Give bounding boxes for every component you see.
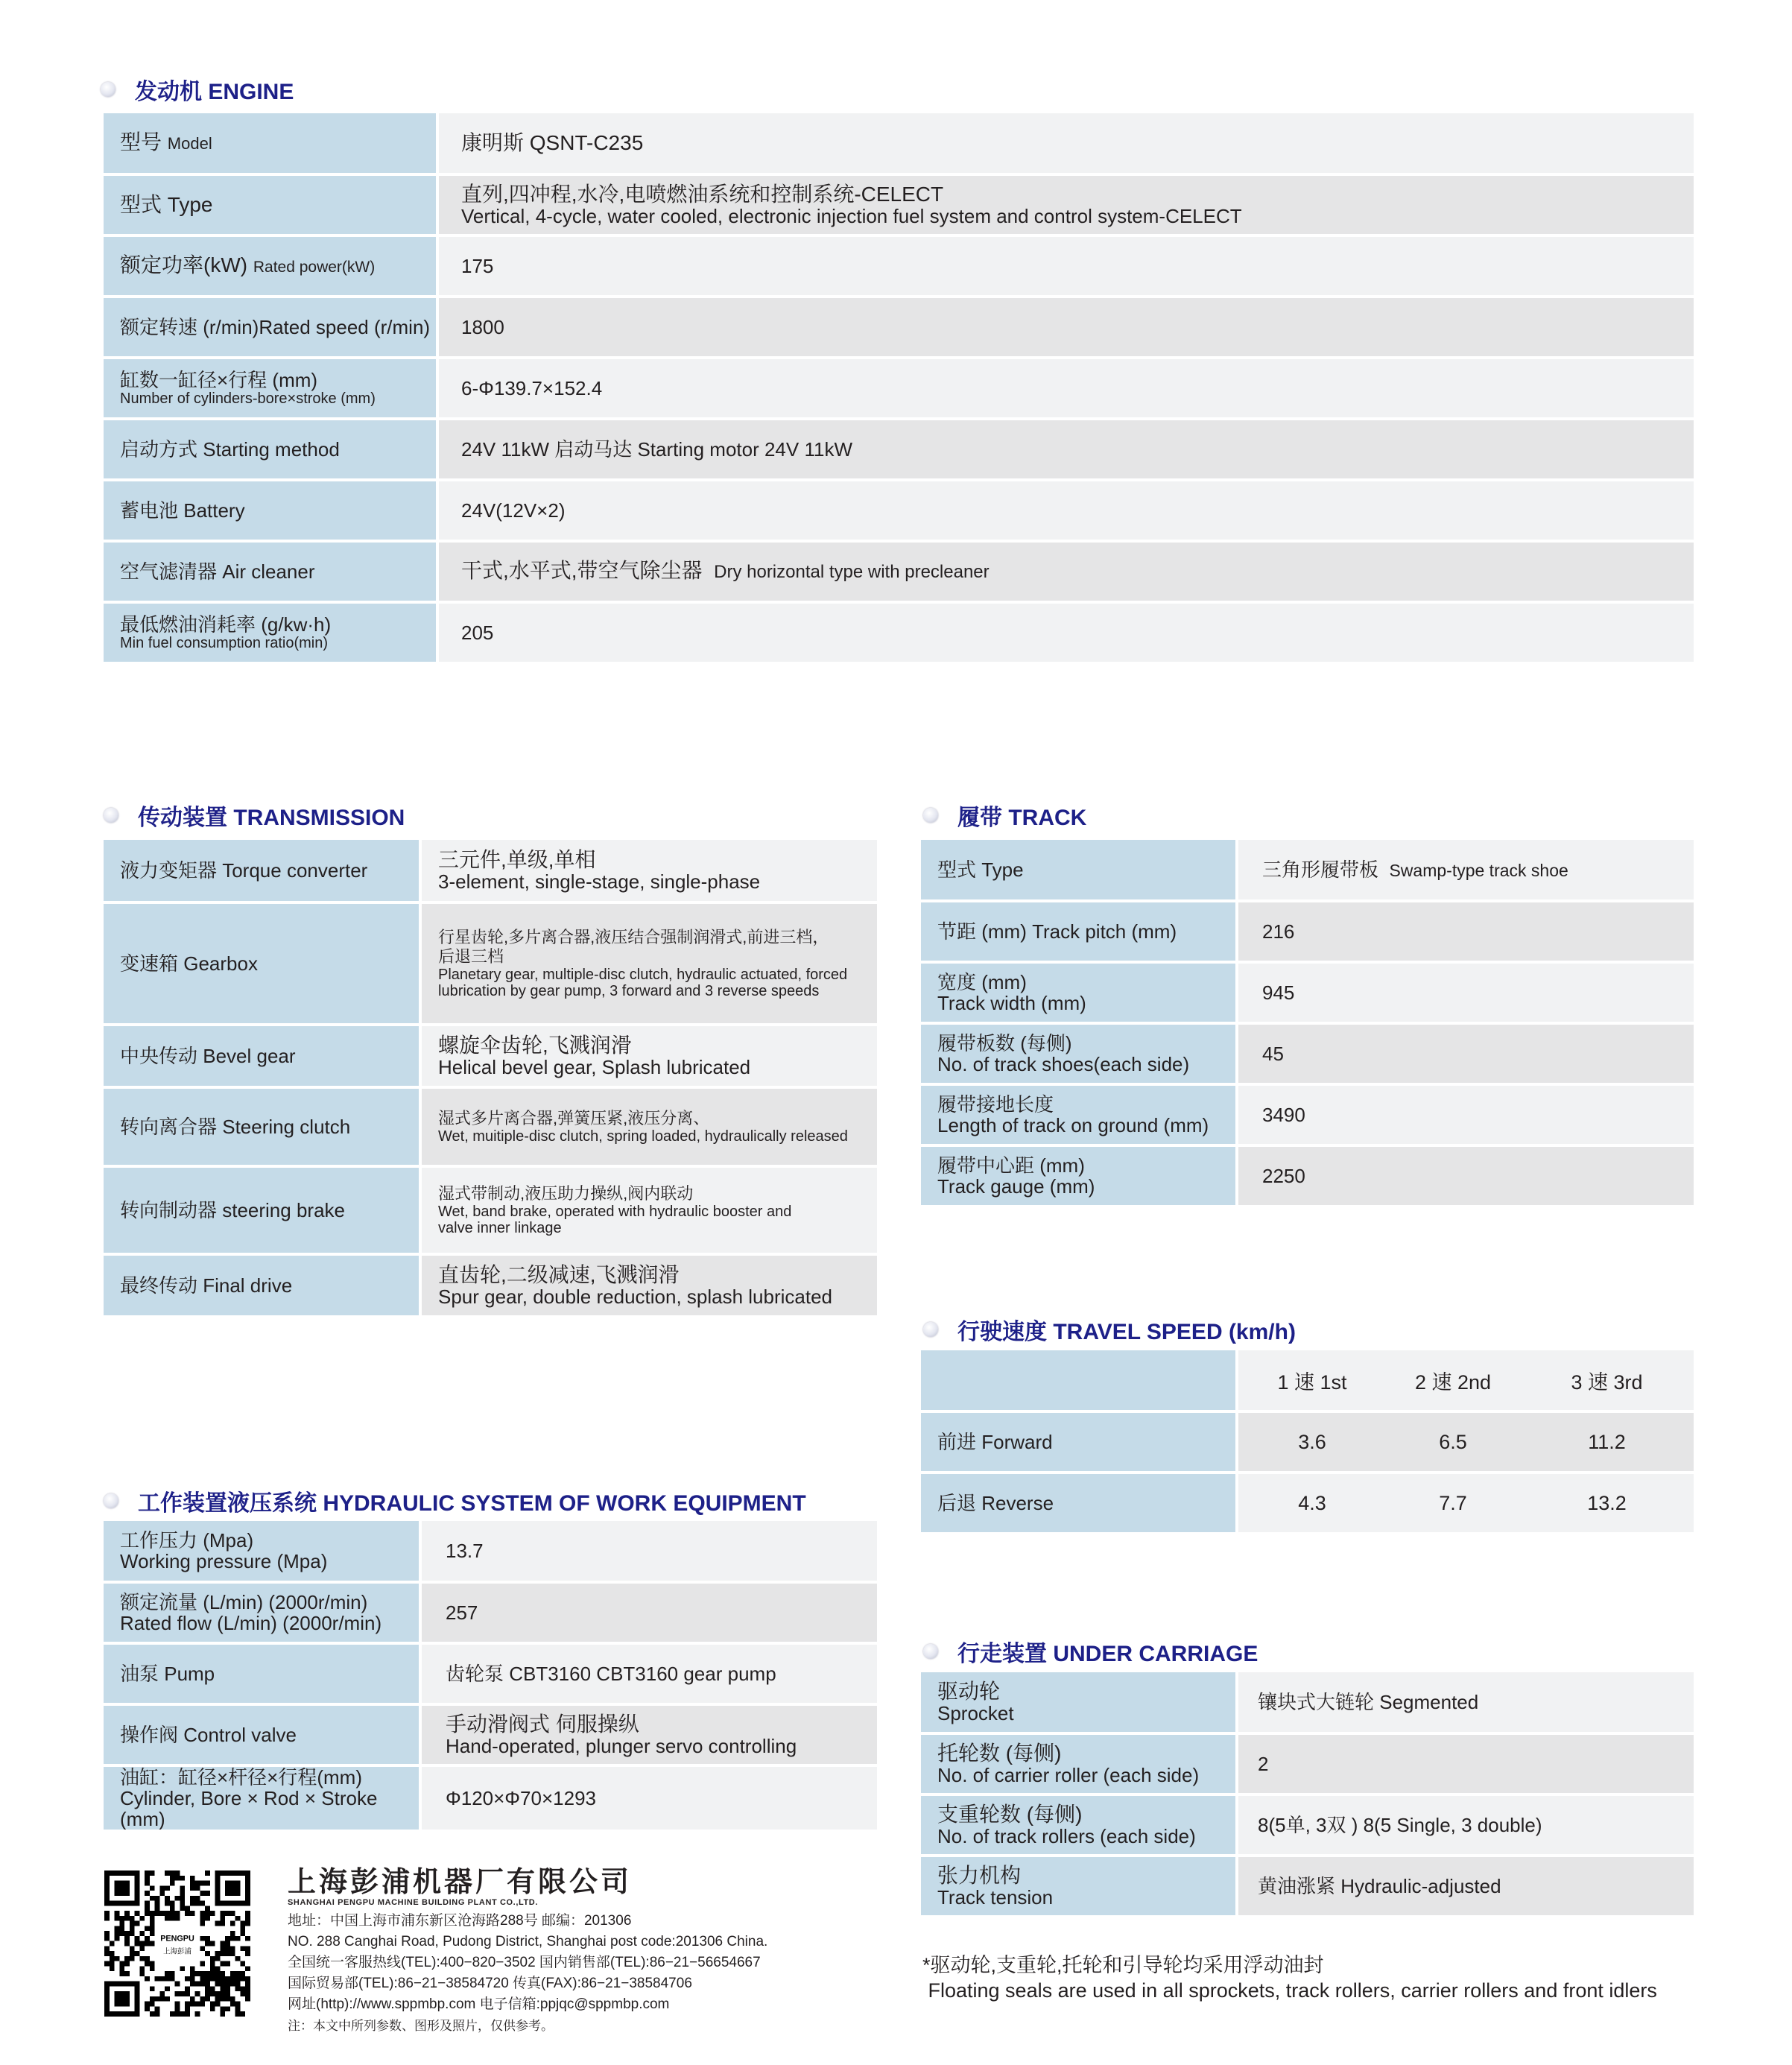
travel-speed-title: 行驶速度 TRAVEL SPEED (km/h) (957, 1320, 1296, 1344)
spec-value: 8(5单, 3双 ) 8(5 Single, 3 double) (1237, 1794, 1694, 1856)
disclaimer: 注：本文中所列参数、图形及照片，仅供参考。 (288, 2019, 554, 2033)
table-row (104, 297, 1694, 358)
bullet-icon (104, 1493, 118, 1508)
spec-value: 45 (1237, 1023, 1694, 1084)
table-row (104, 541, 1694, 602)
spec-value: 945 (1237, 962, 1694, 1023)
corner-cell (921, 1350, 1237, 1411)
table-row (921, 1473, 1694, 1534)
track-table (921, 840, 1694, 1208)
table-row (921, 1672, 1694, 1733)
engine-title: 发动机 ENGINE (135, 80, 294, 104)
table-row (921, 1023, 1694, 1084)
spec-label: 蓄电池 Battery (104, 480, 437, 541)
row-label: 前进 Forward (921, 1411, 1237, 1473)
speed-value: 3.6 (1237, 1411, 1386, 1473)
undercarriage-heading (923, 1635, 1258, 1668)
spec-label: 最低燃油消耗率 (g/kw·h) Min fuel consumption ratio(min) (104, 602, 437, 663)
spec-value: 205 (437, 602, 1694, 663)
spec-value: 24V(12V×2) (437, 480, 1694, 541)
spec-value: 216 (1237, 901, 1694, 962)
travel-speed-table (921, 1350, 1694, 1535)
table-row (104, 1254, 877, 1317)
spec-value: 1800 (437, 297, 1694, 358)
intl-line: 国际贸易部(TEL):86−21−38584720 传真(FAX):86−21−38584706 (288, 1976, 692, 1991)
spec-value: 镶块式大链轮 Segmented (1237, 1672, 1694, 1733)
column-header: 3 速 3rd (1520, 1350, 1694, 1411)
spec-label: 驱动轮 Sprocket (921, 1672, 1237, 1733)
qr-code (104, 1870, 250, 2017)
spec-label: 中央传动 Bevel gear (104, 1025, 420, 1087)
table-row (104, 1765, 877, 1831)
spec-label: 空气滤清器 Air cleaner (104, 541, 437, 602)
row-label: 后退 Reverse (921, 1473, 1237, 1534)
table-row (921, 962, 1694, 1023)
spec-value: 三元件,单级,单相 3-element, single-stage, single-phase (420, 840, 877, 902)
spec-value: 湿式带制动,液压助力操纵,阀内联动 Wet, band brake, operated with hydraulic booster and valve inner linkage (420, 1166, 877, 1254)
transmission-heading (104, 799, 405, 832)
spec-value: 2 (1237, 1733, 1694, 1794)
qr-logo-text-cn: 上海彭浦 (163, 1947, 191, 1956)
footnote-cn: *驱动轮,支重轮,托轮和引导轮均采用浮动油封 (922, 1954, 1324, 1976)
web-line: 网址(http)://www.sppmbp.com 电子信箱:ppjqc@sppmbp.com (288, 1996, 670, 2012)
spec-label: 履带中心距 (mm) Track gauge (mm) (921, 1145, 1237, 1207)
table-row (104, 1643, 877, 1704)
spec-value: 黄油涨紧 Hydraulic-adjusted (1237, 1856, 1694, 1917)
spec-label: 工作压力 (Mpa) Working pressure (Mpa) (104, 1521, 420, 1582)
spec-label: 张力机构 Track tension (921, 1856, 1237, 1917)
spec-label: 变速箱 Gearbox (104, 902, 420, 1025)
bullet-icon (923, 1322, 938, 1337)
spec-label: 操作阀 Control valve (104, 1704, 420, 1765)
table-row (104, 1025, 877, 1087)
spec-value: 6-Φ139.7×152.4 (437, 358, 1694, 419)
engine-table (104, 113, 1694, 665)
table-row (104, 902, 877, 1025)
engine-heading (101, 73, 294, 106)
spec-label: 缸数一缸径×行程 (mm) Number of cylinders-bore×stroke (mm) (104, 358, 437, 419)
spec-label: 支重轮数 (每侧) No. of track rollers (each side) (921, 1794, 1237, 1856)
spec-value: 手动滑阀式 伺服操纵 Hand-operated, plunger servo controlling (420, 1704, 877, 1765)
transmission-table (104, 840, 877, 1318)
spec-value: 直列,四冲程,水冷,电喷燃油系统和控制系统-CELECT Vertical, 4-cycle, water cooled, electronic injection fuel system and control system-CELECT (437, 174, 1694, 235)
spec-label: 最终传动 Final drive (104, 1254, 420, 1317)
spec-value: 湿式多片离合器,弹簧压紧,液压分离、 Wet, muitiple-disc clutch, spring loaded, hydraulically released (420, 1087, 877, 1166)
footnote (922, 1952, 1657, 2003)
table-row (104, 1521, 877, 1582)
hydraulic-table (104, 1521, 877, 1832)
bullet-icon (101, 82, 115, 97)
spec-value: 直齿轮,二级减速,飞溅润滑 Spur gear, double reduction, splash lubricated (420, 1254, 877, 1317)
table-header-row (921, 1350, 1694, 1411)
speed-value: 7.7 (1386, 1473, 1520, 1534)
spec-label: 履带板数 (每侧) No. of track shoes(each side) (921, 1023, 1237, 1084)
spec-label: 油泵 Pump (104, 1643, 420, 1704)
spec-label: 额定流量 (L/min) (2000r/min) Rated flow (L/min) (2000r/min) (104, 1582, 420, 1643)
table-row (921, 1145, 1694, 1207)
spec-label: 额定功率(kW) Rated power(kW) (104, 235, 437, 297)
table-row (921, 1733, 1694, 1794)
spec-label: 节距 (mm) Track pitch (mm) (921, 901, 1237, 962)
speed-value: 13.2 (1520, 1473, 1694, 1534)
spec-label: 转向制动器 steering brake (104, 1166, 420, 1254)
table-row (104, 419, 1694, 480)
table-row (921, 1794, 1694, 1856)
table-row (921, 840, 1694, 901)
company-name-en: SHANGHAI PENGPU MACHINE BUILDING PLANT CO.,LTD. (288, 1898, 538, 1907)
table-row (921, 1856, 1694, 1917)
speed-value: 4.3 (1237, 1473, 1386, 1534)
spec-value: 三角形履带板 Swamp-type track shoe (1237, 840, 1694, 901)
table-row (921, 1411, 1694, 1473)
track-heading (923, 799, 1086, 832)
column-header: 1 速 1st (1237, 1350, 1386, 1411)
spec-label: 托轮数 (每侧) No. of carrier roller (each side) (921, 1733, 1237, 1794)
table-row (921, 1084, 1694, 1145)
spec-label: 型式 Type (921, 840, 1237, 901)
bullet-icon (104, 808, 118, 823)
table-row (104, 1582, 877, 1643)
spec-label: 启动方式 Starting method (104, 419, 437, 480)
track-title: 履带 TRACK (957, 806, 1087, 830)
company-info (288, 1868, 767, 2037)
spec-value: 康明斯 QSNT-C235 (437, 113, 1694, 174)
bullet-icon (923, 808, 938, 823)
spec-label: 型式 Type (104, 174, 437, 235)
table-row (104, 235, 1694, 297)
spec-value: 13.7 (420, 1521, 877, 1582)
spec-value: 175 (437, 235, 1694, 297)
footnote-en: Floating seals are used in all sprockets, track rollers, carrier rollers and front idlers (922, 1979, 1657, 2002)
address-en: NO. 288 Canghai Road, Pudong District, Shanghai post code:201306 China. (288, 1934, 768, 1949)
spec-label: 履带接地长度 Length of track on ground (mm) (921, 1084, 1237, 1145)
undercarriage-title: 行走装置 UNDER CARRIAGE (957, 1642, 1258, 1666)
speed-value: 6.5 (1386, 1411, 1520, 1473)
transmission-title: 传动装置 TRANSMISSION (138, 806, 405, 830)
undercarriage-table (921, 1672, 1694, 1918)
column-header: 2 速 2nd (1386, 1350, 1520, 1411)
spec-value: 齿轮泵 CBT3160 CBT3160 gear pump (420, 1643, 877, 1704)
spec-label: 型号 Model (104, 113, 437, 174)
address-cn: 地址：中国上海市浦东新区沧海路288号 邮编：201306 (288, 1913, 632, 1929)
table-row (104, 358, 1694, 419)
table-row (104, 174, 1694, 235)
spec-value: 24V 11kW 启动马达 Starting motor 24V 11kW (437, 419, 1694, 480)
hydraulic-heading (104, 1484, 806, 1517)
spec-value: 螺旋伞齿轮,飞溅润滑 Helical bevel gear, Splash lubricated (420, 1025, 877, 1087)
table-row (921, 901, 1694, 962)
table-row (104, 1704, 877, 1765)
phone-line: 全国统一客服热线(TEL):400−820−3502 国内销售部(TEL):86−21−56654667 (288, 1955, 761, 1970)
spec-label: 额定转速 (r/min)Rated speed (r/min) (104, 297, 437, 358)
table-row (104, 1166, 877, 1254)
travel-speed-heading (923, 1313, 1296, 1346)
bullet-icon (923, 1644, 938, 1659)
table-row (104, 480, 1694, 541)
table-row (104, 840, 877, 902)
spec-label: 油缸：缸径×杆径×行程(mm) Cylinder, Bore × Rod × Stroke (mm) (104, 1765, 420, 1831)
spec-value: 3490 (1237, 1084, 1694, 1145)
table-row (104, 602, 1694, 663)
spec-value: Φ120×Φ70×1293 (420, 1765, 877, 1831)
spec-label: 液力变矩器 Torque converter (104, 840, 420, 902)
spec-value: 行星齿轮,多片离合器,液压结合强制润滑式,前进三档， 后退三档 Planetary gear, multiple-disc clutch, hydraulic actuated, forced lubrication by gear pump, 3 forward and 3 reverse speeds (420, 902, 877, 1025)
spec-value: 干式,水平式,带空气除尘器 Dry horizontal type with precleaner (437, 541, 1694, 602)
spec-value: 257 (420, 1582, 877, 1643)
table-row (104, 1087, 877, 1166)
qr-logo-text: PENGPU (160, 1934, 194, 1944)
hydraulic-title: 工作装置液压系统 HYDRAULIC SYSTEM OF WORK EQUIPMENT (138, 1491, 806, 1516)
spec-label: 宽度 (mm) Track width (mm) (921, 962, 1237, 1023)
company-name-cn: 上海彭浦机器厂有限公司 (288, 1867, 633, 1898)
speed-value: 11.2 (1520, 1411, 1694, 1473)
spec-value: 2250 (1237, 1145, 1694, 1207)
spec-label: 转向离合器 Steering clutch (104, 1087, 420, 1166)
table-row (104, 113, 1694, 174)
